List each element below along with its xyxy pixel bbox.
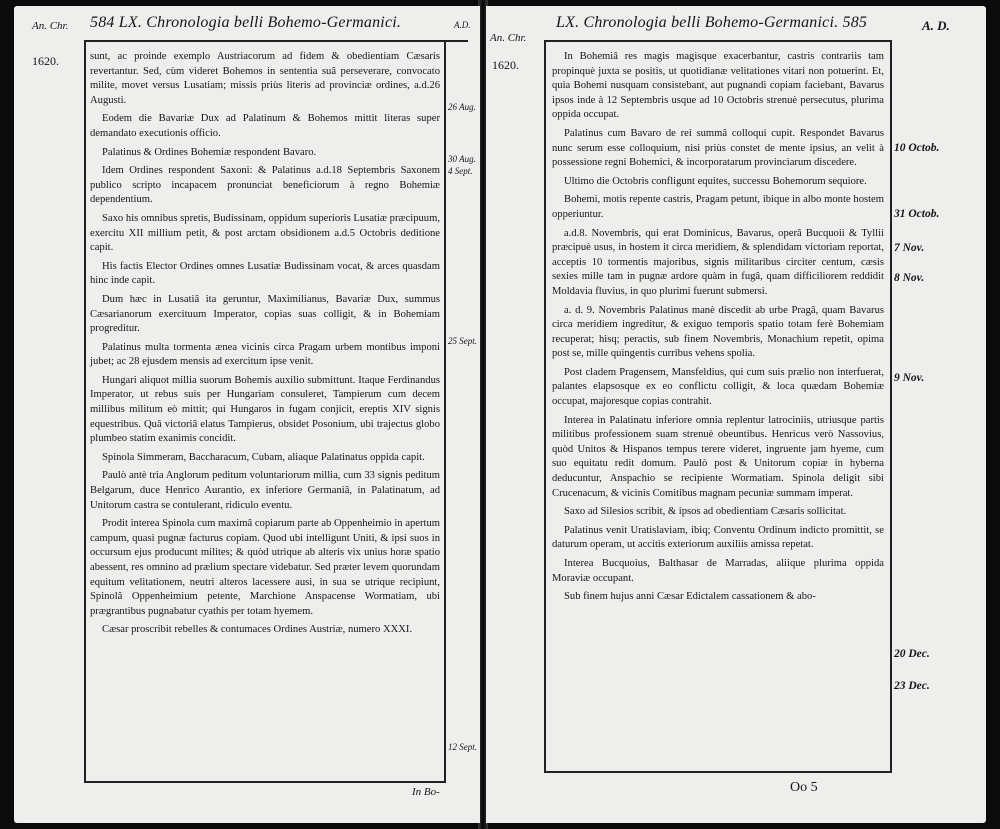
year-label: 1620. <box>32 54 59 68</box>
margin-date: 10 Octob. <box>894 142 940 154</box>
left-page <box>14 6 480 823</box>
margin-date: 4 Sept. <box>448 166 473 176</box>
header-rule <box>84 40 468 42</box>
margin-date: 31 Octob. <box>894 208 940 220</box>
running-header: LX. Chronologia belli Bohemo-Germanici. 585 <box>556 14 868 31</box>
paragraph: Dum hæc in Lusatiâ ita geruntur, Maximilianus, Bavariæ Dux, summus Cæsarianorum exercituum Imperator, copias suas colligit, & in Bohemiam progreditur. <box>90 293 440 335</box>
text-column <box>90 50 440 642</box>
footer-rule <box>544 771 892 773</box>
paragraph: a.d.8. Novembris, qui erat Dominicus, Bavarus, operâ Bucquoii & Tyllii præcipuè usus, in hostem it circa meridiem, & splendidam victoriam reportat, acceptis 10 tormentis majoribus, signis militaribus circiter centum, cæsis sexies mille tam in pugnæ ardore quàm in fugâ, quam difficiliorem reddidit Moldavia fluvius, in quo plurimi fuerunt submersi. <box>552 227 884 297</box>
paragraph: Eodem die Bavariæ Dux ad Palatinum & Bohemos mittit literas super demandato executionis officio. <box>90 113 440 139</box>
paragraph: Paulò antè tria Anglorum peditum voluntariorum millia, cum 33 signis peditum Belgarum, duce Henrico Aurantio, ex inferiore Germaniâ, in Palatinatum, ad Unitorum castra se contulerant, ridiculo eventu. <box>90 470 440 511</box>
footer-rule <box>84 781 446 783</box>
margin-date: 7 Nov. <box>894 242 925 254</box>
left-margin-rule <box>84 40 86 782</box>
catchword: In Bo- <box>412 786 440 798</box>
paragraph: Spinola Simmeram, Baccharacum, Cubam, aliaque Palatinatus oppida capit. <box>102 451 425 463</box>
paragraph: In Bohemiâ res magis magisque exacerbantur, castris contrariis tam propinquè juxta se positis, ut quotidianæ velitationes vitari non potuerint. Et, quia Bohemi nusquam consistebant, aut pugnandi copiam faciebant, Bavarus ipsos inde à 12 Septembris usque ad 10 Octobris strenuè persecutus, plurima oppida occupat. <box>552 51 884 121</box>
header-rule <box>544 40 890 42</box>
paragraph: Cæsar proscribit rebelles & contumaces Ordines Austriæ, numero XXXI. <box>102 624 413 636</box>
year-label: 1620. <box>492 58 519 72</box>
paragraph: Palatinus multa tormenta ænea vicinis circa Pragam urbem montibus imponi jubet; ac 28 ejusdem mensis ad exercitum ipse venit. <box>90 341 440 368</box>
paragraph: Bohemi, motis repente castris, Pragam petunt, ibique in albo monte hostem opperiuntur. <box>552 194 884 220</box>
margin-label-an-chr: An. Chr. <box>32 20 69 32</box>
paragraph: Post cladem Pragensem, Mansfeldius, qui cum suis prælio non interfuerat, palantes elapsosque ex eo conflictu colligit, & loca quædam Bohemiæ occupat, majoresque copias contrahit. <box>552 366 884 408</box>
right-margin-rule <box>444 40 446 782</box>
paragraph: Palatinus cum Bavaro de rei summâ colloqui cupit. Respondet Bavarus nunc serum esse colloquium, nisi priùs constet de mente ipsius, an velit à possessione regni Bohemici, & incorporatarum provinciarum discedere. <box>552 127 884 169</box>
margin-label-ad: A.D. <box>454 20 471 30</box>
signature-mark: Oo 5 <box>790 780 818 795</box>
paragraph: Interea Bucquoius, Balthasar de Marradas, aliique plurima oppida Moraviæ occupant. <box>552 558 884 584</box>
paragraph: a. d. 9. Novembris Palatinus manè discedit ab urbe Pragâ, quam Bavarus circa meridiem ingreditur, & exiguo temporis spatio totam ferè Bohemiam recuperat; hisq; peractis, sub finem Novembris, Monachium repetit, opima post se, mille quingentis curribus vehens spolia. <box>552 304 884 360</box>
running-header: 584 LX. Chronologia belli Bohemo-Germanici. <box>90 14 402 31</box>
margin-date: 30 Aug. <box>448 154 476 164</box>
margin-date: 25 Sept. <box>448 336 477 346</box>
margin-label-an-chr: An. Chr. <box>490 32 527 44</box>
right-margin-rule <box>890 40 892 772</box>
paragraph: His factis Elector Ordines omnes Lusatiæ Budissinam vocat, & arces quasdam hinc inde capit. <box>90 260 440 287</box>
paragraph: Hungari aliquot millia suorum Bohemis auxilio submittunt. Itaque Ferdinandus Imperator, ut rebus suis per Hungariam consuleret, Tampierum cum decem millibus militum eò mittit; qui Hungaros in fugam conjicit, ereptis XIV signis equestribus. Quâ victoriâ elatus Tampierus, obsidet Posonium, ubi trajectus globo plumbeo statim exanimis concidit. <box>90 374 440 445</box>
paragraph: Saxo his omnibus spretis, Budissinam, oppidum superioris Lusatiæ præcipuum, exercitu XII millium petit, & post arctam obsidionem a.d.5 Octobris deditione capit. <box>90 212 440 254</box>
paragraph: Interea in Palatinatu inferiore omnia replentur latrociniis, utriusque partis militibus professionem suam strenuè obeuntibus. Henricus verò Nassovius, quòd Unitos & Hispanos tempus terere videret, ingruente jam hyeme, cum suo equitatu redit domum. Paulò post & Unitorum copiæ in hyberna deducuntur, Anspachio se recipiente Wormatiam. Spinola deligit sibi Crucenacum, & vicinis Comitibus magnam pecuniæ summam imperat. <box>552 414 884 499</box>
margin-date: 26 Aug. <box>448 102 476 112</box>
paragraph: Palatinus venit Uratislaviam, ibiq; Conventu Ordinum indicto promittit, se daturum operam, ut accitis exteriorum auxiliis amissa repetat. <box>552 524 884 551</box>
margin-date: 9 Nov. <box>894 372 925 384</box>
text-column <box>552 50 884 609</box>
paragraph: Ultimo die Octobris confligunt equites, successu Bohemorum sequiore. <box>564 175 867 187</box>
paragraph: sunt, ac proinde exemplo Austriacorum ad fidem & obedientiam Cæsaris revertantur. Sed, cùm videret Bohemos in sententia suâ perseverare, convocato milite, movet versus Lusatiam; missis priùs literis ad provinciæ ordines, a.d.26 Augusti. <box>90 51 440 106</box>
margin-label-ad: A. D. <box>922 18 950 33</box>
margin-date: 20 Dec. <box>894 648 930 660</box>
right-page <box>486 6 986 823</box>
paragraph: Saxo ad Silesios scribit, & ipsos ad obedientiam Cæsaris sollicitat. <box>564 506 847 518</box>
left-margin-rule <box>544 40 546 772</box>
margin-date: 23 Dec. <box>894 680 930 692</box>
paragraph: Prodit interea Spinola cum maximâ copiarum parte ab Oppenheimio in apertum campum, quasi pugnæ facturus copiam. Quod ubi intelligunt Uniti, & ipsi suos in occursum ejus producunt milites; & quòd utrique ab alteris vix unius horæ spatio abessent, res omnino ad prælium spectare videbatur. Sed præter levem quorundam equitum velitationem, neutri alteros lacessere ausi, in sua se utrique recipiunt, Spinolâ Oppenheimium petente, Marchione Anspacense Wormatiam, ubi prægrantibus pugnabatur cyathis per totam hyemem. <box>90 518 440 617</box>
margin-date: 12 Sept. <box>448 742 477 752</box>
paragraph: Palatinus & Ordines Bohemiæ respondent Bavaro. <box>102 146 317 158</box>
paragraph: Idem Ordines respondent Saxoni: & Palatinus a.d.18 Septembris Saxonem publico scripto incapacem pronunciat beneficiorum à regno Bohemiæ dependentium. <box>90 165 440 206</box>
paragraph: Sub finem hujus anni Cæsar Edictalem cassationem & abo- <box>564 591 816 603</box>
margin-date: 8 Nov. <box>894 272 925 284</box>
